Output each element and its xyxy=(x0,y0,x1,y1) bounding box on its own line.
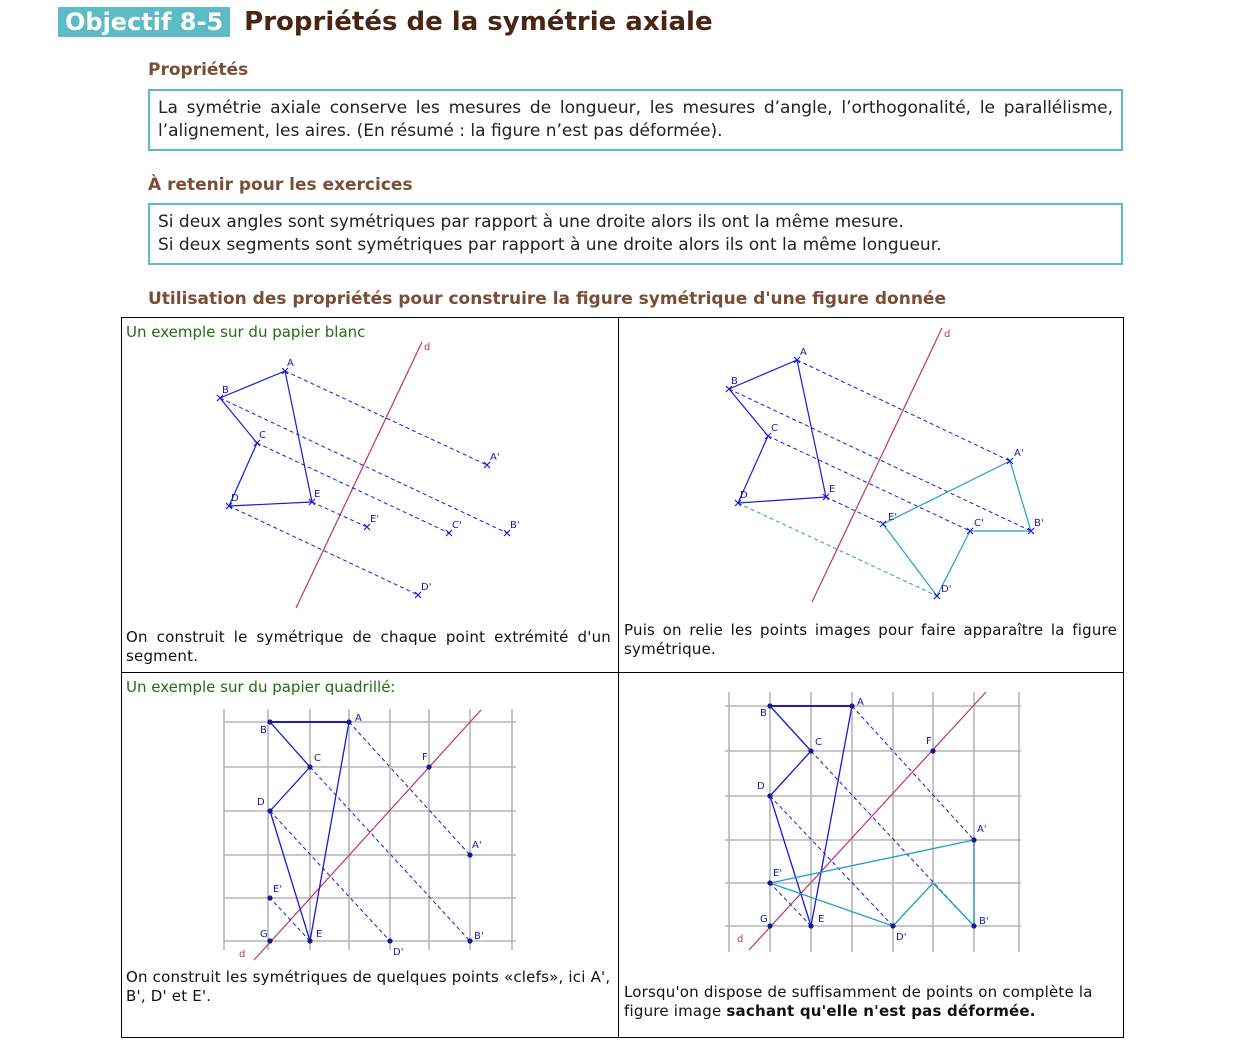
label-C-prime: C' xyxy=(452,520,462,531)
label-B: B xyxy=(760,708,767,719)
label-A: A xyxy=(287,358,294,369)
section-title-proprietes: Propriétés xyxy=(148,60,249,80)
label-A-prime: A' xyxy=(490,452,500,463)
cell4-text xyxy=(624,983,1117,1021)
cell4-text-regular: Lorsqu'on dispose de suffisamment de points on complète la figure image xyxy=(624,983,1093,1020)
label-E-prime: E' xyxy=(370,514,380,525)
label-C-prime: C' xyxy=(974,518,984,529)
cell1-text: On construit le symétrique de chaque point extrémité d'un segment. xyxy=(126,628,611,665)
label-B: B xyxy=(260,725,267,736)
label-E: E xyxy=(818,914,825,925)
cell2-text: Puis on relie les points images pour faire apparaître la figure symétrique. xyxy=(624,621,1117,658)
caption-papier-quadrille: Un exemple sur du papier quadrillé: xyxy=(126,678,396,696)
label-A-prime: A' xyxy=(472,840,482,851)
objective-badge: Objectif 8-5 xyxy=(58,7,230,37)
label-D: D xyxy=(257,797,265,808)
label-B-prime: B' xyxy=(979,916,989,927)
label-G: G xyxy=(760,914,768,925)
label-F: F xyxy=(926,736,932,747)
label-D: D xyxy=(740,490,748,501)
retenir-line-1: Si deux angles sont symétriques par rapport à une droite alors ils ont la même mesure. xyxy=(158,212,904,232)
label-C: C xyxy=(259,430,266,441)
axis-d xyxy=(749,692,986,950)
label-C: C xyxy=(771,423,778,434)
label-B: B xyxy=(222,385,229,396)
label-A: A xyxy=(355,713,362,724)
grid xyxy=(725,692,1021,952)
label-B-prime: B' xyxy=(1034,518,1044,529)
label-C: C xyxy=(815,737,822,748)
label-F: F xyxy=(422,752,428,763)
label-A: A xyxy=(857,697,864,708)
label-d: d xyxy=(737,934,744,945)
label-D: D xyxy=(757,781,765,792)
label-B-prime: B' xyxy=(510,520,520,531)
retenir-line-2: Si deux segments sont symétriques par rapport à une droite alors ils ont la même longueur. xyxy=(158,235,942,255)
label-A: A xyxy=(800,347,807,358)
label-D: D xyxy=(231,493,239,504)
label-E: E xyxy=(314,489,321,500)
cell3-text: On construit les symétriques de quelques points «clefs», ici A', B', D' et E'. xyxy=(126,968,611,1005)
proprietes-text: La symétrie axiale conserve les mesures de longueur, les mesures d’angle, l’orthogonalité, le parallélisme, l’alignement, les aires. (En résumé : la figure n’est pas déformée). xyxy=(158,98,1113,141)
label-E-prime: E' xyxy=(888,512,898,523)
label-B: B xyxy=(731,376,738,387)
label-B-prime: B' xyxy=(474,931,484,942)
section-title-utilisation: Utilisation des propriétés pour construire la figure symétrique d'une figure donnée xyxy=(148,289,946,309)
page-title: Propriétés de la symétrie axiale xyxy=(244,7,713,37)
label-D-prime: D' xyxy=(393,947,404,958)
section-title-retenir: À retenir pour les exercices xyxy=(148,175,413,195)
label-D-prime: D' xyxy=(896,932,907,943)
label-A-prime: A' xyxy=(1014,448,1024,459)
label-d: d xyxy=(239,949,246,960)
label-E-prime: E' xyxy=(273,884,283,895)
label-D-prime: D' xyxy=(421,582,432,593)
label-A-prime: A' xyxy=(977,824,987,835)
label-E: E xyxy=(316,929,323,940)
label-D-prime: D' xyxy=(941,584,952,595)
label-E-prime: E' xyxy=(773,868,783,879)
label-E: E xyxy=(829,484,836,495)
label-C: C xyxy=(314,753,321,764)
label-d: d xyxy=(424,342,431,353)
label-d: d xyxy=(944,329,951,340)
cell4-text-bold: sachant qu'elle n'est pas déformée. xyxy=(726,1002,1036,1020)
label-G: G xyxy=(260,929,268,940)
caption-papier-blanc: Un exemple sur du papier blanc xyxy=(126,323,366,341)
